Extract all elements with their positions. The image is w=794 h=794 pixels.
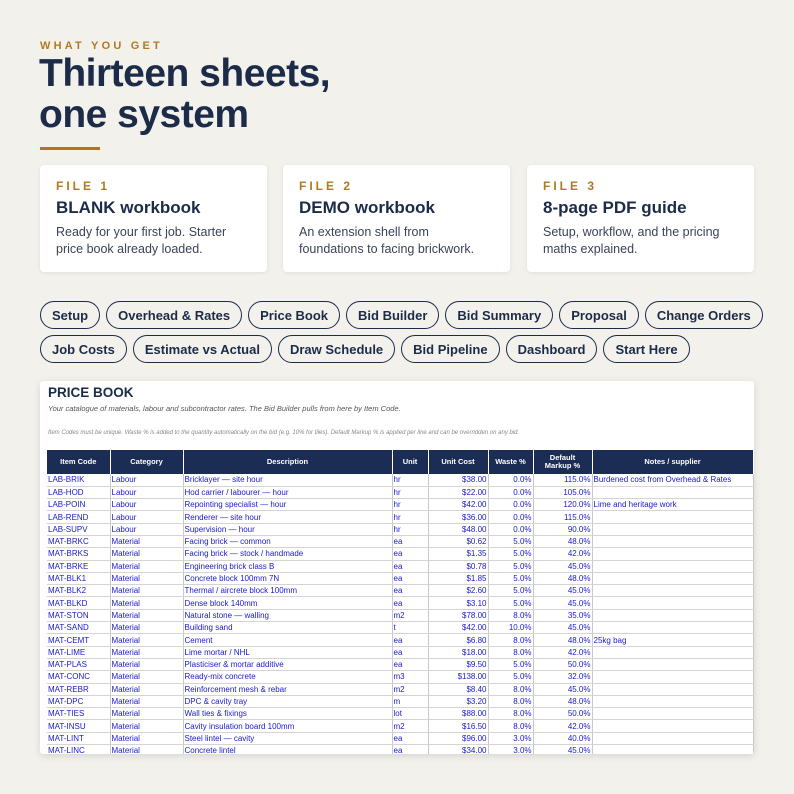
table-cell[interactable]: Wall ties & fixings xyxy=(183,708,392,720)
table-cell[interactable]: 5.0% xyxy=(488,572,533,584)
table-cell[interactable]: ea xyxy=(392,585,428,597)
table-cell[interactable]: Material xyxy=(110,560,183,572)
table-cell[interactable]: Material xyxy=(110,622,183,634)
file-cards xyxy=(40,165,754,272)
table-cell[interactable]: $38.00 xyxy=(428,474,488,486)
table-row xyxy=(47,560,753,572)
table-cell[interactable]: hr xyxy=(392,474,428,486)
table-cell[interactable]: m3 xyxy=(392,671,428,683)
table-row xyxy=(47,634,753,646)
sheet-tab-row xyxy=(40,301,754,329)
table-cell[interactable]: m2 xyxy=(392,609,428,621)
sheet-title: PRICE BOOK xyxy=(48,385,134,400)
sheet-tab-overhead-rates[interactable]: Overhead & Rates xyxy=(106,301,242,329)
table-row xyxy=(47,658,753,670)
table-row xyxy=(47,474,753,486)
table-cell[interactable]: 48.0% xyxy=(533,634,592,646)
table-row xyxy=(47,609,753,621)
file-card-title: BLANK workbook xyxy=(56,198,201,217)
table-cell[interactable]: Cement xyxy=(183,634,392,646)
table-cell[interactable]: m2 xyxy=(392,683,428,695)
table-cell[interactable] xyxy=(592,671,753,683)
table-row xyxy=(47,511,753,523)
sheet-tab-bid-summary[interactable]: Bid Summary xyxy=(445,301,553,329)
table-cell[interactable]: Lime and heritage work xyxy=(592,499,753,511)
table-cell[interactable]: 0.0% xyxy=(488,486,533,498)
price-book-preview xyxy=(40,381,754,754)
table-cell[interactable]: 48.0% xyxy=(533,535,592,547)
table-cell[interactable]: 5.0% xyxy=(488,560,533,572)
table-cell[interactable]: Labour xyxy=(110,486,183,498)
table-cell[interactable]: $0.62 xyxy=(428,535,488,547)
table-cell[interactable]: $48.00 xyxy=(428,523,488,535)
file-card-2 xyxy=(283,165,510,272)
table-cell[interactable]: 45.0% xyxy=(533,622,592,634)
table-cell[interactable]: hr xyxy=(392,499,428,511)
table-cell[interactable]: LAB-REND xyxy=(47,511,110,523)
table-row xyxy=(47,486,753,498)
table-row xyxy=(47,622,753,634)
table-cell[interactable]: 5.0% xyxy=(488,548,533,560)
column-header[interactable]: Description xyxy=(183,450,392,474)
table-cell[interactable]: $138.00 xyxy=(428,671,488,683)
table-cell[interactable]: Concrete block 100mm 7N xyxy=(183,572,392,584)
sheet-tab-setup[interactable]: Setup xyxy=(40,301,100,329)
sheet-tab-bid-builder[interactable]: Bid Builder xyxy=(346,301,439,329)
table-cell[interactable]: $42.00 xyxy=(428,622,488,634)
table-cell[interactable]: $96.00 xyxy=(428,732,488,744)
table-cell[interactable]: hr xyxy=(392,523,428,535)
table-cell[interactable]: Cavity insulation board 100mm xyxy=(183,720,392,732)
table-cell[interactable]: 48.0% xyxy=(533,695,592,707)
table-cell[interactable]: MAT-BRKC xyxy=(47,535,110,547)
table-cell[interactable]: 5.0% xyxy=(488,658,533,670)
table-cell[interactable]: Facing brick — common xyxy=(183,535,392,547)
table-row xyxy=(47,683,753,695)
table-cell[interactable]: $2.60 xyxy=(428,585,488,597)
table-cell[interactable]: MAT-INSU xyxy=(47,720,110,732)
file-card-description: An extension shell from foundations to facing brickwork. xyxy=(299,225,475,256)
sheet-tab-start-here[interactable]: Start Here xyxy=(603,335,689,363)
table-cell[interactable]: Supervision — hour xyxy=(183,523,392,535)
table-cell[interactable]: Plasticiser & mortar additive xyxy=(183,658,392,670)
table-cell[interactable]: 50.0% xyxy=(533,708,592,720)
table-cell[interactable]: MAT-REBR xyxy=(47,683,110,695)
table-cell[interactable]: Engineering brick class B xyxy=(183,560,392,572)
table-cell[interactable] xyxy=(592,572,753,584)
headline-line-2: one system xyxy=(39,93,249,136)
sheet-tab-proposal[interactable]: Proposal xyxy=(559,301,639,329)
sheet-note: Item Codes must be unique. Waste % is added to the quantity automatically on the bid (e.g. 10% for tiles). Default Markup % is applied per line and can be overridden on any bid. xyxy=(48,430,520,436)
table-cell[interactable]: Material xyxy=(110,572,183,584)
table-cell[interactable]: MAT-BLK2 xyxy=(47,585,110,597)
table-cell[interactable]: Material xyxy=(110,671,183,683)
table-row xyxy=(47,720,753,732)
table-cell[interactable]: $3.20 xyxy=(428,695,488,707)
table-cell[interactable]: $22.00 xyxy=(428,486,488,498)
table-row xyxy=(47,548,753,560)
table-row xyxy=(47,671,753,683)
table-cell[interactable]: Labour xyxy=(110,523,183,535)
table-cell[interactable]: 45.0% xyxy=(533,745,592,754)
table-cell[interactable]: 8.0% xyxy=(488,695,533,707)
table-cell[interactable]: 120.0% xyxy=(533,499,592,511)
table-cell[interactable]: Building sand xyxy=(183,622,392,634)
table-cell[interactable]: Burdened cost from Overhead & Rates xyxy=(592,474,753,486)
table-cell[interactable] xyxy=(592,548,753,560)
table-cell[interactable]: MAT-TIES xyxy=(47,708,110,720)
table-cell[interactable]: LAB-SUPV xyxy=(47,523,110,535)
table-cell[interactable]: LAB-POIN xyxy=(47,499,110,511)
table-cell[interactable]: 8.0% xyxy=(488,708,533,720)
table-row xyxy=(47,499,753,511)
table-cell[interactable]: MAT-LIME xyxy=(47,646,110,658)
table-cell[interactable]: Material xyxy=(110,732,183,744)
file-card-description: Ready for your first job. Starter price book already loaded. xyxy=(56,225,227,256)
table-cell[interactable]: 10.0% xyxy=(488,622,533,634)
table-cell[interactable]: Natural stone — walling xyxy=(183,609,392,621)
table-cell[interactable]: Material xyxy=(110,695,183,707)
table-cell[interactable]: Concrete lintel xyxy=(183,745,392,754)
table-cell[interactable]: MAT-PLAS xyxy=(47,658,110,670)
table-cell[interactable]: ea xyxy=(392,572,428,584)
file-card-title: DEMO workbook xyxy=(299,198,436,217)
table-cell[interactable]: $8.40 xyxy=(428,683,488,695)
sheet-tab-price-book[interactable]: Price Book xyxy=(248,301,340,329)
table-cell[interactable]: 40.0% xyxy=(533,732,592,744)
table-cell[interactable]: Material xyxy=(110,683,183,695)
table-row xyxy=(47,597,753,609)
column-header[interactable]: Item Code xyxy=(47,450,110,474)
sheet-tab-draw-schedule[interactable]: Draw Schedule xyxy=(278,335,395,363)
table-cell[interactable]: MAT-SAND xyxy=(47,622,110,634)
table-cell[interactable]: hr xyxy=(392,511,428,523)
table-cell[interactable]: $6.80 xyxy=(428,634,488,646)
table-cell[interactable]: 8.0% xyxy=(488,634,533,646)
table-cell[interactable]: 45.0% xyxy=(533,683,592,695)
table-cell[interactable]: Lime mortar / NHL xyxy=(183,646,392,658)
table-cell[interactable]: 5.0% xyxy=(488,585,533,597)
sheet-tab-dashboard[interactable]: Dashboard xyxy=(506,335,598,363)
table-row xyxy=(47,695,753,707)
table-cell[interactable] xyxy=(592,535,753,547)
table-row xyxy=(47,732,753,744)
headline-line-1: Thirteen sheets, xyxy=(39,52,331,95)
table-cell[interactable]: Material xyxy=(110,646,183,658)
column-header[interactable]: Unit Cost xyxy=(428,450,488,474)
section-eyebrow: WHAT YOU GET xyxy=(40,40,163,52)
table-cell[interactable]: $42.00 xyxy=(428,499,488,511)
table-cell[interactable]: 0.0% xyxy=(488,474,533,486)
page-headline xyxy=(39,53,330,135)
table-cell[interactable]: Bricklayer — site hour xyxy=(183,474,392,486)
table-cell[interactable]: MAT-CEMT xyxy=(47,634,110,646)
table-cell[interactable]: Material xyxy=(110,585,183,597)
table-cell[interactable]: $1.85 xyxy=(428,572,488,584)
table-cell[interactable] xyxy=(592,720,753,732)
table-cell[interactable]: Material xyxy=(110,548,183,560)
table-row xyxy=(47,646,753,658)
column-header[interactable]: Unit xyxy=(392,450,428,474)
table-cell[interactable]: m2 xyxy=(392,720,428,732)
table-cell[interactable] xyxy=(592,597,753,609)
table-cell[interactable] xyxy=(592,523,753,535)
table-cell[interactable]: $36.00 xyxy=(428,511,488,523)
table-cell[interactable]: Material xyxy=(110,708,183,720)
table-cell[interactable]: 48.0% xyxy=(533,572,592,584)
table-cell[interactable]: Labour xyxy=(110,474,183,486)
table-cell[interactable]: MAT-BLK1 xyxy=(47,572,110,584)
table-row xyxy=(47,585,753,597)
sheet-tab-change-orders[interactable]: Change Orders xyxy=(645,301,763,329)
table-cell[interactable]: Ready-mix concrete xyxy=(183,671,392,683)
table-cell[interactable]: LAB-BRIK xyxy=(47,474,110,486)
table-row xyxy=(47,535,753,547)
column-header[interactable]: Default Markup % xyxy=(533,450,592,474)
table-cell[interactable] xyxy=(592,646,753,658)
table-cell[interactable] xyxy=(592,486,753,498)
table-cell[interactable]: $1.35 xyxy=(428,548,488,560)
table-cell[interactable]: 45.0% xyxy=(533,597,592,609)
table-cell[interactable]: MAT-BRKS xyxy=(47,548,110,560)
table-row xyxy=(47,745,753,754)
table-cell[interactable] xyxy=(592,683,753,695)
table-cell[interactable] xyxy=(592,745,753,754)
sheet-tab-row xyxy=(40,335,754,363)
table-cell[interactable]: 0.0% xyxy=(488,511,533,523)
table-cell[interactable]: ea xyxy=(392,658,428,670)
table-cell[interactable]: $34.00 xyxy=(428,745,488,754)
table-cell[interactable]: 42.0% xyxy=(533,646,592,658)
table-cell[interactable]: ea xyxy=(392,597,428,609)
sheet-tab-job-costs[interactable]: Job Costs xyxy=(40,335,127,363)
table-cell[interactable]: Steel lintel — cavity xyxy=(183,732,392,744)
table-cell[interactable]: Reinforcement mesh & rebar xyxy=(183,683,392,695)
table-cell[interactable]: 8.0% xyxy=(488,683,533,695)
table-cell[interactable]: Material xyxy=(110,720,183,732)
table-cell[interactable]: 45.0% xyxy=(533,560,592,572)
table-cell[interactable]: MAT-LINT xyxy=(47,732,110,744)
table-cell[interactable]: Material xyxy=(110,535,183,547)
table-cell[interactable]: Labour xyxy=(110,511,183,523)
table-cell[interactable] xyxy=(592,560,753,572)
table-cell[interactable]: 115.0% xyxy=(533,474,592,486)
table-cell[interactable] xyxy=(592,622,753,634)
table-cell[interactable]: MAT-LINC xyxy=(47,745,110,754)
table-cell[interactable]: ea xyxy=(392,634,428,646)
table-cell[interactable]: 90.0% xyxy=(533,523,592,535)
table-cell[interactable]: MAT-BRKE xyxy=(47,560,110,572)
table-cell[interactable]: 0.0% xyxy=(488,499,533,511)
table-cell[interactable]: 5.0% xyxy=(488,535,533,547)
table-cell[interactable]: Facing brick — stock / handmade xyxy=(183,548,392,560)
column-header[interactable]: Notes / supplier xyxy=(592,450,753,474)
table-cell[interactable]: $78.00 xyxy=(428,609,488,621)
table-cell[interactable]: 35.0% xyxy=(533,609,592,621)
table-cell[interactable]: DPC & cavity tray xyxy=(183,695,392,707)
table-cell[interactable]: Hod carrier / labourer — hour xyxy=(183,486,392,498)
file-card-tag: FILE 3 xyxy=(543,179,598,193)
table-cell[interactable]: LAB-HOD xyxy=(47,486,110,498)
table-cell[interactable]: $16.50 xyxy=(428,720,488,732)
table-cell[interactable]: 3.0% xyxy=(488,732,533,744)
table-cell[interactable]: $0.78 xyxy=(428,560,488,572)
table-cell[interactable]: 32.0% xyxy=(533,671,592,683)
table-cell[interactable]: ea xyxy=(392,548,428,560)
table-cell[interactable] xyxy=(592,708,753,720)
table-cell[interactable]: hr xyxy=(392,486,428,498)
table-cell[interactable]: 5.0% xyxy=(488,671,533,683)
file-card-tag: FILE 2 xyxy=(299,179,354,193)
table-cell[interactable]: ea xyxy=(392,745,428,754)
table-cell[interactable]: Labour xyxy=(110,499,183,511)
table-cell[interactable]: MAT-CONC xyxy=(47,671,110,683)
table-cell[interactable] xyxy=(592,658,753,670)
table-cell[interactable]: 42.0% xyxy=(533,548,592,560)
table-cell[interactable]: MAT-STON xyxy=(47,609,110,621)
sheet-tab-estimate-vs-actual[interactable]: Estimate vs Actual xyxy=(133,335,272,363)
table-cell[interactable]: 0.0% xyxy=(488,523,533,535)
table-cell[interactable]: ea xyxy=(392,732,428,744)
table-cell[interactable]: $18.00 xyxy=(428,646,488,658)
table-cell[interactable]: 42.0% xyxy=(533,720,592,732)
table-cell[interactable] xyxy=(592,609,753,621)
table-cell[interactable]: Thermal / aircrete block 100mm xyxy=(183,585,392,597)
table-cell[interactable]: 25kg bag xyxy=(592,634,753,646)
table-cell[interactable] xyxy=(592,695,753,707)
file-card-title: 8-page PDF guide xyxy=(543,198,687,217)
table-cell[interactable]: Dense block 140mm xyxy=(183,597,392,609)
table-row xyxy=(47,708,753,720)
table-cell[interactable]: Material xyxy=(110,658,183,670)
table-cell[interactable]: 8.0% xyxy=(488,609,533,621)
table-cell[interactable]: m xyxy=(392,695,428,707)
table-cell[interactable]: 8.0% xyxy=(488,646,533,658)
table-cell[interactable]: Material xyxy=(110,634,183,646)
sheet-subtitle: Your catalogue of materials, labour and subcontractor rates. The Bid Builder pulls from here by Item Code. xyxy=(48,404,401,413)
table-cell[interactable]: lot xyxy=(392,708,428,720)
table-cell[interactable]: 105.0% xyxy=(533,486,592,498)
table-cell[interactable]: t xyxy=(392,622,428,634)
table-cell[interactable]: $9.50 xyxy=(428,658,488,670)
table-cell[interactable]: Renderer — site hour xyxy=(183,511,392,523)
accent-rule xyxy=(40,147,100,150)
file-card-1 xyxy=(40,165,267,272)
table-header-row xyxy=(47,450,753,474)
sheet-tab-list xyxy=(40,301,754,369)
table-cell[interactable]: ea xyxy=(392,560,428,572)
table-cell[interactable]: Repointing specialist — hour xyxy=(183,499,392,511)
table-cell[interactable]: MAT-BLKD xyxy=(47,597,110,609)
table-cell[interactable]: 8.0% xyxy=(488,720,533,732)
column-header[interactable]: Waste % xyxy=(488,450,533,474)
file-card-3 xyxy=(527,165,754,272)
table-cell[interactable] xyxy=(592,511,753,523)
table-cell[interactable]: ea xyxy=(392,646,428,658)
table-cell[interactable]: 45.0% xyxy=(533,585,592,597)
table-cell[interactable]: 115.0% xyxy=(533,511,592,523)
table-cell[interactable]: Material xyxy=(110,609,183,621)
table-body xyxy=(47,474,753,754)
table-cell[interactable] xyxy=(592,585,753,597)
table-cell[interactable]: $88.00 xyxy=(428,708,488,720)
table-cell[interactable]: MAT-DPC xyxy=(47,695,110,707)
table-cell[interactable]: Material xyxy=(110,597,183,609)
sheet-tab-bid-pipeline[interactable]: Bid Pipeline xyxy=(401,335,499,363)
file-card-tag: FILE 1 xyxy=(56,179,111,193)
file-card-description: Setup, workflow, and the pricing maths explained. xyxy=(543,225,720,256)
table-cell[interactable] xyxy=(592,732,753,744)
price-book-table xyxy=(47,450,754,754)
table-cell[interactable]: 3.0% xyxy=(488,745,533,754)
table-cell[interactable]: 50.0% xyxy=(533,658,592,670)
table-cell[interactable]: Material xyxy=(110,745,183,754)
table-row xyxy=(47,523,753,535)
table-cell[interactable]: 5.0% xyxy=(488,597,533,609)
table-cell[interactable]: ea xyxy=(392,535,428,547)
table-row xyxy=(47,572,753,584)
column-header[interactable]: Category xyxy=(110,450,183,474)
table-cell[interactable]: $3.10 xyxy=(428,597,488,609)
